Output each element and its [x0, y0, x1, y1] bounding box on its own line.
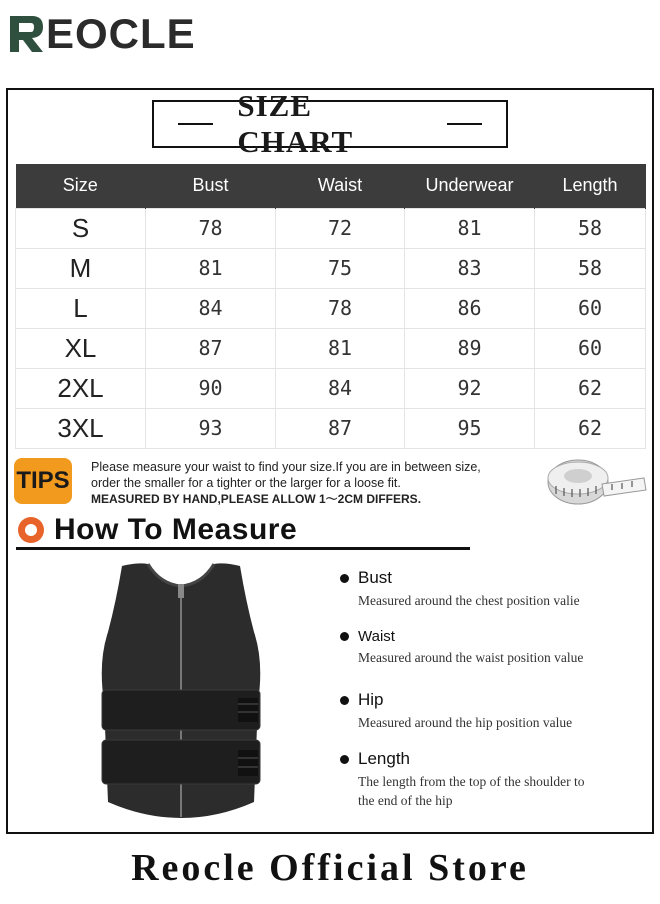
- bullet-icon: [340, 632, 349, 641]
- measure-description-line-2: the end of the hip: [358, 793, 453, 808]
- table-row: [16, 208, 646, 248]
- length-cell: 58: [535, 208, 646, 248]
- bust-cell: 87: [146, 328, 276, 368]
- length-cell: 58: [535, 248, 646, 288]
- size-cell: L: [16, 288, 146, 328]
- measure-description: Measured around the waist position value: [358, 650, 584, 665]
- bust-cell: 90: [146, 368, 276, 408]
- measure-item-bust: [340, 568, 640, 610]
- size-table: [15, 164, 646, 449]
- waist-cell: 87: [276, 408, 405, 448]
- title-dash-right: [447, 123, 482, 125]
- length-cell: 62: [535, 408, 646, 448]
- waist-cell: 72: [276, 208, 405, 248]
- measure-description: Measured around the hip position value: [358, 715, 573, 730]
- size-chart-title-box: [152, 88, 508, 159]
- measure-item-waist: [340, 628, 640, 667]
- tips-text: [91, 459, 531, 507]
- length-cell: 60: [535, 288, 646, 328]
- underwear-cell: 89: [405, 328, 535, 368]
- ring-bullet-icon: [18, 517, 44, 543]
- page-title: SIZE CHART: [237, 88, 354, 159]
- measuring-tape-icon: [544, 456, 648, 508]
- bullet-icon: [340, 755, 349, 764]
- how-to-measure-title: How To Measure: [54, 513, 298, 546]
- measure-description: [358, 772, 640, 810]
- store-name-footer: Reocle Official Store: [131, 847, 529, 889]
- measure-label: Hip: [358, 690, 384, 709]
- length-cell: 60: [535, 328, 646, 368]
- tips-line-1: Please measure your waist to find your size.If you are in between size,: [91, 460, 481, 474]
- column-header-bust: Bust: [146, 164, 276, 208]
- measure-description-line-1: The length from the top of the shoulder to: [358, 774, 585, 789]
- tips-line-2: order the smaller for a tighter or the larger for a loose fit.: [91, 476, 401, 490]
- bullet-icon: [340, 574, 349, 583]
- measure-label: Length: [358, 749, 410, 768]
- tips-note: MEASURED BY HAND,PLEASE ALLOW 1～2CM DIFFERS.: [91, 492, 422, 506]
- size-cell: 3XL: [16, 408, 146, 448]
- size-cell: S: [16, 208, 146, 248]
- length-cell: 62: [535, 368, 646, 408]
- how-to-measure-heading: [18, 512, 297, 548]
- title-dash-left: [178, 123, 213, 125]
- waist-cell: 84: [276, 368, 405, 408]
- waist-trainer-vest-image: [98, 562, 264, 820]
- size-cell: 2XL: [16, 368, 146, 408]
- logo-wordmark: EOCLE: [46, 10, 196, 57]
- measure-item-hip: [340, 690, 640, 732]
- measure-label: Bust: [358, 568, 393, 587]
- bust-cell: 78: [146, 208, 276, 248]
- table-row: [16, 248, 646, 288]
- column-header-underwear: Underwear: [405, 164, 535, 208]
- measure-item-length: [340, 749, 640, 810]
- bust-cell: 84: [146, 288, 276, 328]
- waist-cell: 78: [276, 288, 405, 328]
- underwear-cell: 92: [405, 368, 535, 408]
- waist-cell: 81: [276, 328, 405, 368]
- table-row: [16, 408, 646, 448]
- bust-cell: 93: [146, 408, 276, 448]
- size-cell: XL: [16, 328, 146, 368]
- table-row: [16, 288, 646, 328]
- table-row: [16, 328, 646, 368]
- logo-r-mark: [10, 14, 44, 54]
- column-header-length: Length: [535, 164, 646, 208]
- bust-cell: 81: [146, 248, 276, 288]
- underwear-cell: 95: [405, 408, 535, 448]
- column-header-waist: Waist: [276, 164, 405, 208]
- underwear-cell: 83: [405, 248, 535, 288]
- underwear-cell: 86: [405, 288, 535, 328]
- table-row: [16, 368, 646, 408]
- heading-underline: [16, 547, 470, 550]
- measure-description: Measured around the chest position valie: [358, 593, 580, 608]
- tips-badge: TIPS: [14, 458, 72, 504]
- column-header-size: Size: [16, 164, 146, 208]
- waist-cell: 75: [276, 248, 405, 288]
- table-header-row: [16, 164, 646, 208]
- underwear-cell: 81: [405, 208, 535, 248]
- size-cell: M: [16, 248, 146, 288]
- measure-label: Waist: [358, 628, 395, 645]
- bullet-icon: [340, 696, 349, 705]
- brand-logo: [10, 12, 196, 56]
